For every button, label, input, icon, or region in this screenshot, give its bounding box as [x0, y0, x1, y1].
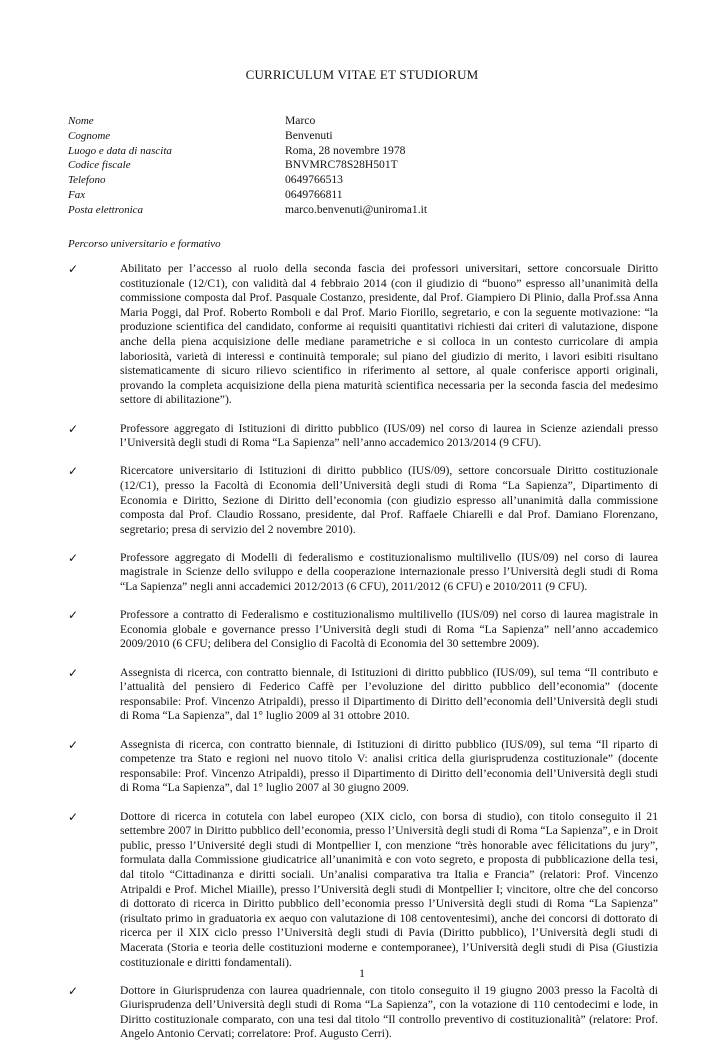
personal-value: Roma, 28 novembre 1978 [285, 143, 406, 157]
list-item [68, 666, 658, 724]
list-item-text: Ricercatore universitario di Istituzioni di diritto pubblico (IUS/09), settore concorsuale Diritto costituzionale (12/C1), presso la Facoltà di Economia dell’Università degli studi di Roma “La Sapienza”, Dipartimento di Economia e Diritto, Sezione di Diritto dell’economia (con giudizio espresso all’unanimità dalla commissione composta dal Prof. Claudio Rossano, presidente, dal Prof. Raffaele Chiarelli e dal Prof. Damiano Florenzano, segretario; presa di servizio del 2 novembre 2010). [120, 464, 658, 536]
list-item [68, 984, 658, 1042]
list-item [68, 551, 658, 595]
checkmark-icon: ✓ [68, 464, 79, 479]
list-item [68, 422, 658, 451]
personal-label: Posta elettronica [68, 203, 144, 216]
list-item-text: Professore a contratto di Federalismo e costituzionalismo multilivello (IUS/09) nel corso di laurea magistrale in Economia globale e governance presso l’Università degli studi di Roma “La Sapienza” nell’anno accademico 2009/2010 (6 CFU; delibera del Consiglio di Facoltà di Economia del 30 settembre 2009). [120, 608, 658, 651]
personal-value: BNVMRC78S28H501T [285, 158, 398, 172]
email-link[interactable]: marco.benvenuti@uniroma1.it [285, 202, 428, 216]
list-item-text: Assegnista di ricerca, con contratto biennale, di Istituzioni di diritto pubblico (IUS/09), sul tema “Il contributo e l’attualità del pensiero di Federico Caffè per l’evoluzione del diritto pubblico dell’economia” (docente responsabile: Prof. Vincenzo Atripaldi), presso il Dipartimento di Diritto dell’economia dell’Università degli studi di Roma “La Sapienza”, dal 1° luglio 2009 al 31 ottobre 2010. [120, 665, 658, 723]
checkmark-icon: ✓ [68, 608, 79, 623]
personal-label: Cognome [68, 129, 111, 142]
personal-row-email [68, 203, 658, 218]
personal-label: Luogo e data di nascita [68, 144, 172, 157]
personal-row-fax [68, 188, 658, 203]
personal-row-cognome [68, 129, 658, 144]
checkmark-icon: ✓ [68, 983, 79, 998]
list-item-text: Assegnista di ricerca, con contratto biennale, di Istituzioni di diritto pubblico (IUS/09), sul tema “Il riparto di competenze tra Stato e regioni nel nuovo titolo V: analisi critica della giurisprudenza costituzionale” (docente responsabile: Prof. Vincenzo Atripaldi), presso il Dipartimento di Diritto dell’economia dell’Università degli studi di Roma “La Sapienza”, dal 1° luglio 2007 al 30 giugno 2009. [120, 737, 658, 795]
list-item [68, 464, 658, 537]
personal-row-birth [68, 144, 658, 159]
list-item [68, 738, 658, 796]
checkmark-icon: ✓ [68, 550, 79, 565]
checkmark-icon: ✓ [68, 809, 79, 824]
personal-value: 0649766811 [285, 187, 343, 201]
personal-value: Marco [285, 114, 316, 127]
list-item-text: Professore aggregato di Modelli di federalismo e costituzionalismo multilivello (IUS/09) nel corso di laurea magistrale in Scienze dello sviluppo e della cooperazione internazionale presso l’Università degli studi di Roma “La Sapienza” negli anni accademici 2012/2013 (6 CFU), 2011/2012 (6 CFU) e 2010/2011 (9 CFU). [120, 550, 658, 594]
personal-row-nome [68, 114, 658, 129]
list-item-text: Abilitato per l’accesso al ruolo della seconda fascia dei professori universitari, settore concorsuale Diritto costituzionale (12/C1), con validità dal 4 febbraio 2014 (con il giudizio di “buono” espresso all’unanimità della commissione composta dal Prof. Pasquale Costanzo, presidente, dal Prof. Giampiero Di Plinio, dalla Prof.ssa Anna Maria Poggi, dal Prof. Roberto Romboli e dal Prof. Mario Fiorillo, segretario, e con la seguente motivazione: “la produzione scientifica del candidato, conforme ai requisiti quantitativi richiesti dai criteri di valutazione, dispone anche della piena acquisizione delle mediane parametriche e si colloca in un contesto curricolare di ampia laboriosità, varietà di interessi e continuità temporale; sul piano del giudizio di merito, i lavori esibiti risultano sistematicamente di sicuro rilievo scientifico in riferimento al settore, al quale conferisce apporti originali, provando la completa acquisizione della piena maturità scientifica necessaria per la seconda fascia del medesimo settore di abilitazione”). [120, 262, 658, 407]
personal-label: Codice fiscale [68, 159, 131, 172]
checkmark-icon: ✓ [68, 421, 79, 436]
checkmark-icon: ✓ [68, 737, 79, 752]
title-rest: URRICULUM VITAE ET STUDIORUM [254, 67, 479, 82]
page-title [0, 68, 724, 83]
personal-value: Benvenuti [285, 128, 333, 142]
checkmark-icon: ✓ [68, 665, 79, 680]
personal-value: 0649766513 [285, 173, 343, 187]
page-number: 1 [359, 966, 365, 980]
list-item-text: Professore aggregato di Istituzioni di diritto pubblico (IUS/09) nel corso di laurea in Scienze aziendali presso l’Università degli studi di Roma “La Sapienza” nell’anno accademico 2013/2014 (9 CFU). [120, 421, 658, 450]
personal-info [68, 114, 658, 218]
list-item-text: Dottore di ricerca in cotutela con label europeo (XIX ciclo, con borsa di studio), con titolo conseguito il 21 settembre 2007 in Diritto pubblico dell’economia, presso l’Università degli studi di Roma “La Sapienza”, e in Droit public, presso l’Université degli studi di Montpellier I, con menzione “très honorable avec félicitations du jury”, formulata dalla Commissione giudicatrice all’unanimità e con voto segreto, e proposta di pubblicazione della tesi, dal titolo “Cittadinanza e diritti sociali. Un’analisi comparativa tra Italia e Francia” (relatori: Prof. Vincenzo Atripaldi e Prof. Michel Miaille), presso l’Università degli studi di Montpellier I; vincitore, oltre che del concorso di dottorato di ricerca in Diritto pubblico dell’economia presso l’Università degli studi di Roma “La Sapienza” (risultato primo in graduatoria ex aequo con valutazione di 108 centoventesimi), anche dei concorsi di dottorato di ricerca per il XIX ciclo presso l’Università degli studi di Pavia (Diritto pubblico), l’Università degli studi di Macerata (Storia e teoria delle costituzioni moderne e contemporanee), l’Università degli studi di Pisa (Giustizia costituzionale e diritti fondamentali). [120, 809, 658, 969]
career-list [68, 262, 658, 1056]
personal-row-codice-fiscale [68, 158, 658, 173]
personal-label: Nome [68, 115, 94, 127]
list-item [68, 608, 658, 652]
list-item [68, 262, 658, 408]
list-item [68, 810, 658, 971]
personal-row-telefono [68, 173, 658, 188]
list-item-text: Dottore in Giurisprudenza con laurea quadriennale, con titolo conseguito il 19 giugno 2003 presso la Facoltà di Giurisprudenza dell’Università degli studi di Roma “La Sapienza”, con la votazione di 110 centodecimi e lode, in Diritto costituzionale comparato, con una tesi dal titolo “Il controllo preventivo di costituzionalità” (relatore: Prof. Angelo Antonio Cervati; correlatore: Prof. Augusto Cerri). [120, 983, 658, 1041]
title-lead-letter: C [245, 67, 255, 82]
checkmark-icon: ✓ [68, 262, 79, 276]
personal-label: Fax [68, 188, 86, 201]
section-heading: Percorso universitario e formativo [68, 238, 221, 250]
personal-label: Telefono [68, 174, 106, 187]
